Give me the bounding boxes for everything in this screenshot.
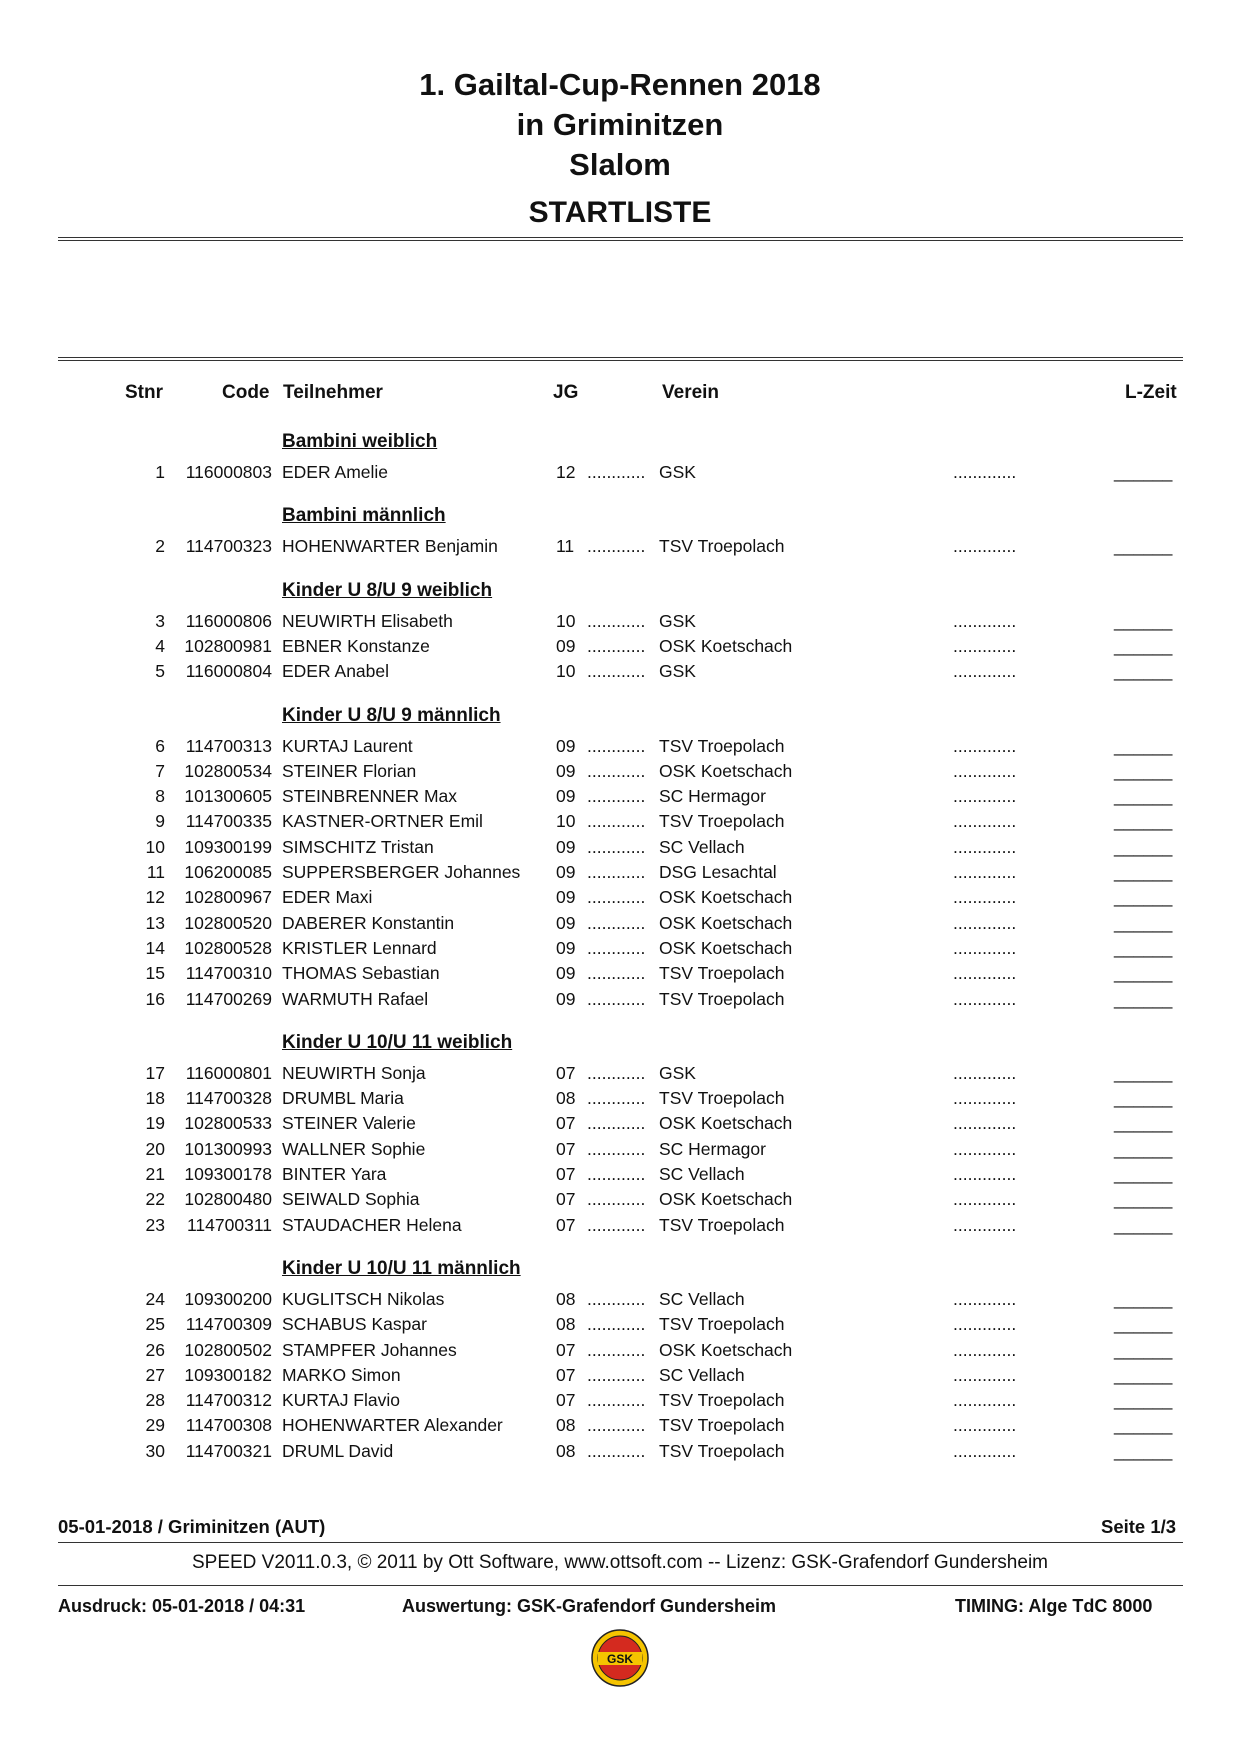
result-blank: ______ <box>1114 462 1173 482</box>
club-name: TSV Troepolach <box>659 1440 785 1461</box>
race-location: in Griminitzen <box>516 107 724 142</box>
birth-year: 10 <box>556 610 576 631</box>
result-blank: ______ <box>1114 1314 1173 1335</box>
start-number: 26 <box>145 1339 165 1360</box>
birth-year: 10 <box>556 811 576 832</box>
birth-year: 07 <box>556 1113 576 1134</box>
time-placeholder: ............. <box>953 786 1017 807</box>
athlete-code: 114700321 <box>185 1440 272 1461</box>
footer-date-place: 05-01-2018 / Griminitzen (AUT) <box>58 1516 326 1537</box>
result-blank: ______ <box>1114 786 1173 807</box>
time-placeholder: ............. <box>953 661 1017 682</box>
footer-page-number: Seite 1/3 <box>1101 1516 1177 1537</box>
club-name: TSV Troepolach <box>659 1415 785 1436</box>
athlete-code: 102800480 <box>184 1189 272 1210</box>
birth-year: 10 <box>556 661 576 682</box>
start-number: 11 <box>146 862 165 882</box>
time-placeholder: ............. <box>953 1314 1017 1335</box>
start-number: 21 <box>145 1164 165 1184</box>
athlete-code: 114700269 <box>185 988 272 1009</box>
footer-divider-bottom <box>58 1585 1183 1586</box>
dot-leader: ............ <box>587 536 646 557</box>
start-number: 13 <box>145 912 165 933</box>
athlete-name: SCHABUS Kaspar <box>282 1314 427 1335</box>
result-blank: ______ <box>1114 836 1173 857</box>
dot-leader: ............ <box>587 937 646 958</box>
athlete-code: 114700308 <box>185 1415 272 1436</box>
athlete-code: 114700309 <box>185 1314 272 1335</box>
athlete-name: STEINBRENNER Max <box>282 786 458 807</box>
dot-leader: ............ <box>587 1364 646 1385</box>
birth-year: 09 <box>556 760 576 781</box>
start-number: 2 <box>155 536 165 557</box>
birth-year: 09 <box>556 862 576 882</box>
result-blank: ______ <box>1114 735 1173 756</box>
result-blank: ______ <box>1114 887 1173 908</box>
athlete-name: WALLNER Sophie <box>282 1138 426 1159</box>
athlete-name: NEUWIRTH Sonja <box>282 1062 426 1083</box>
athlete-name: KURTAJ Flavio <box>282 1390 400 1411</box>
column-header-code: Code <box>222 382 270 403</box>
birth-year: 09 <box>556 963 576 984</box>
club-name: OSK Koetschach <box>659 635 793 656</box>
dot-leader: ............ <box>587 462 646 482</box>
athlete-code: 114700310 <box>185 963 272 984</box>
athlete-name: KURTAJ Laurent <box>282 735 413 756</box>
athlete-code: 109300199 <box>184 836 272 857</box>
time-placeholder: ............. <box>953 1364 1017 1385</box>
result-blank: ______ <box>1114 635 1173 656</box>
club-name: OSK Koetschach <box>659 1339 793 1360</box>
result-blank: ______ <box>1114 1288 1173 1309</box>
club-name: OSK Koetschach <box>659 1113 793 1134</box>
dot-leader: ............ <box>587 912 646 933</box>
dot-leader: ............ <box>587 1314 646 1335</box>
start-number: 15 <box>145 963 165 984</box>
athlete-name: THOMAS Sebastian <box>282 963 440 984</box>
birth-year: 07 <box>556 1339 576 1360</box>
athlete-code: 114700311 <box>187 1214 272 1235</box>
dot-leader: ............ <box>587 635 646 656</box>
start-number: 6 <box>155 735 165 756</box>
result-blank: ______ <box>1114 1415 1173 1436</box>
birth-year: 09 <box>556 988 576 1009</box>
dot-leader: ............ <box>587 1390 646 1411</box>
athlete-name: DRUML David <box>282 1440 394 1461</box>
start-number: 25 <box>145 1314 165 1335</box>
start-number: 20 <box>145 1138 165 1159</box>
start-number: 3 <box>155 610 165 631</box>
club-name: SC Vellach <box>659 836 745 857</box>
athlete-code: 116000801 <box>185 1062 272 1083</box>
athlete-code: 114700328 <box>185 1088 272 1109</box>
time-placeholder: ............. <box>953 963 1017 984</box>
birth-year: 09 <box>556 735 576 756</box>
birth-year: 09 <box>556 836 576 857</box>
dot-leader: ............ <box>587 1339 646 1360</box>
category-heading: Bambini männlich <box>282 505 446 527</box>
time-placeholder: ............. <box>953 1088 1017 1109</box>
result-blank: ______ <box>1114 1113 1173 1134</box>
time-placeholder: ............. <box>953 1390 1017 1411</box>
athlete-code: 106200085 <box>184 862 272 882</box>
race-discipline: Slalom <box>569 147 671 182</box>
birth-year: 11 <box>556 536 575 557</box>
result-blank: ______ <box>1114 1440 1173 1461</box>
birth-year: 08 <box>556 1314 576 1335</box>
club-name: SC Vellach <box>659 1364 745 1385</box>
club-name: OSK Koetschach <box>659 887 793 908</box>
time-placeholder: ............. <box>953 1138 1017 1159</box>
result-blank: ______ <box>1114 1390 1173 1411</box>
club-name: SC Hermagor <box>659 1138 766 1159</box>
athlete-name: STAMPFER Johannes <box>282 1339 457 1360</box>
start-number: 28 <box>145 1390 165 1411</box>
dot-leader: ............ <box>587 1189 646 1210</box>
dot-leader: ............ <box>587 1440 646 1461</box>
result-blank: ______ <box>1114 1062 1173 1083</box>
athlete-code: 102800520 <box>184 912 272 933</box>
dot-leader: ............ <box>587 786 646 807</box>
dot-leader: ............ <box>587 1062 646 1083</box>
dot-leader: ............ <box>587 963 646 984</box>
athlete-name: KASTNER-ORTNER Emil <box>282 811 483 832</box>
start-number: 23 <box>145 1214 165 1235</box>
time-placeholder: ............. <box>953 1440 1017 1461</box>
time-placeholder: ............. <box>953 912 1017 933</box>
start-number: 17 <box>145 1062 165 1083</box>
athlete-name: KRISTLER Lennard <box>282 937 437 958</box>
birth-year: 08 <box>556 1088 576 1109</box>
athlete-code: 102800502 <box>184 1339 272 1360</box>
dot-leader: ............ <box>587 862 646 882</box>
dot-leader: ............ <box>587 1288 646 1309</box>
birth-year: 08 <box>556 1415 576 1436</box>
start-number: 4 <box>155 635 165 656</box>
athlete-name: EDER Anabel <box>282 661 390 682</box>
club-name: TSV Troepolach <box>659 1390 785 1411</box>
club-name: OSK Koetschach <box>659 912 793 933</box>
athlete-code: 102800981 <box>184 635 272 656</box>
dot-leader: ............ <box>587 1415 646 1436</box>
athlete-name: STEINER Valerie <box>282 1113 416 1134</box>
result-blank: ______ <box>1114 1364 1173 1385</box>
athlete-code: 116000804 <box>185 661 272 682</box>
result-blank: ______ <box>1114 1214 1173 1235</box>
result-blank: ______ <box>1114 862 1173 882</box>
time-placeholder: ............. <box>953 862 1017 882</box>
start-number: 10 <box>145 836 165 857</box>
start-number: 24 <box>145 1288 165 1309</box>
birth-year: 08 <box>556 1440 576 1461</box>
category-heading: Kinder U 10/U 11 weiblich <box>282 1031 513 1053</box>
start-number: 30 <box>145 1440 165 1461</box>
athlete-name: STAUDACHER Helena <box>282 1214 462 1235</box>
footer-evaluation: Auswertung: GSK-Grafendorf Gundersheim <box>402 1596 777 1616</box>
dot-leader: ............ <box>587 1164 646 1184</box>
athlete-name: SEIWALD Sophia <box>282 1189 420 1210</box>
result-blank: ______ <box>1114 912 1173 933</box>
time-placeholder: ............. <box>953 1339 1017 1360</box>
dot-leader: ............ <box>587 1214 646 1235</box>
athlete-code: 109300178 <box>184 1164 272 1184</box>
category-heading: Kinder U 10/U 11 männlich <box>282 1257 521 1279</box>
birth-year: 09 <box>556 912 576 933</box>
dot-leader: ............ <box>587 760 646 781</box>
start-number: 1 <box>155 462 165 482</box>
result-blank: ______ <box>1114 1164 1173 1184</box>
athlete-name: DRUMBL Maria <box>282 1088 404 1109</box>
time-placeholder: ............. <box>953 610 1017 631</box>
dot-leader: ............ <box>587 1088 646 1109</box>
birth-year: 07 <box>556 1138 576 1159</box>
result-blank: ______ <box>1114 661 1173 682</box>
club-name: GSK <box>659 462 696 482</box>
club-name: TSV Troepolach <box>659 811 785 832</box>
athlete-code: 101300605 <box>184 786 272 807</box>
athlete-name: EDER Maxi <box>282 887 373 908</box>
birth-year: 09 <box>556 887 576 908</box>
time-placeholder: ............. <box>953 1113 1017 1134</box>
result-blank: ______ <box>1114 1088 1173 1109</box>
athlete-name: SUPPERSBERGER Johannes <box>282 862 521 882</box>
start-number: 14 <box>145 937 165 958</box>
footer-timing: TIMING: Alge TdC 8000 <box>955 1596 1153 1616</box>
result-blank: ______ <box>1114 536 1173 557</box>
column-header-run-time: L-Zeit <box>1125 382 1177 403</box>
time-placeholder: ............. <box>953 887 1017 908</box>
dot-leader: ............ <box>587 836 646 857</box>
athlete-name: DABERER Konstantin <box>282 912 455 933</box>
time-placeholder: ............. <box>953 536 1017 557</box>
birth-year: 07 <box>556 1390 576 1411</box>
athlete-code: 116000806 <box>185 610 272 631</box>
category-heading: Kinder U 8/U 9 weiblich <box>282 579 493 601</box>
start-number: 22 <box>145 1189 165 1210</box>
time-placeholder: ............. <box>953 988 1017 1009</box>
birth-year: 07 <box>556 1214 576 1235</box>
result-blank: ______ <box>1114 963 1173 984</box>
start-number: 12 <box>145 887 165 908</box>
athlete-code: 114700312 <box>185 1390 272 1411</box>
time-placeholder: ............. <box>953 1189 1017 1210</box>
birth-year: 08 <box>556 1288 576 1309</box>
time-placeholder: ............. <box>953 1164 1017 1184</box>
birth-year: 07 <box>556 1189 576 1210</box>
start-number: 16 <box>145 988 165 1009</box>
athlete-name: WARMUTH Rafael <box>282 988 429 1009</box>
footer-software-credit: SPEED V2011.0.3, © 2011 by Ott Software, www.ottsoft.com -- Lizenz: GSK-Grafendorf Gundersheim <box>191 1552 1048 1573</box>
result-blank: ______ <box>1114 1339 1173 1360</box>
club-name: TSV Troepolach <box>659 536 785 557</box>
time-placeholder: ............. <box>953 1062 1017 1083</box>
club-name: TSV Troepolach <box>659 735 785 756</box>
athlete-code: 102800533 <box>184 1113 272 1134</box>
athlete-code: 102800534 <box>184 760 272 781</box>
athlete-code: 116000803 <box>185 462 272 482</box>
time-placeholder: ............. <box>953 1288 1017 1309</box>
club-name: TSV Troepolach <box>659 988 785 1009</box>
time-placeholder: ............. <box>953 937 1017 958</box>
athlete-code: 114700323 <box>185 536 272 557</box>
club-name: GSK <box>659 610 696 631</box>
dot-leader: ............ <box>587 887 646 908</box>
time-placeholder: ............. <box>953 1415 1017 1436</box>
club-name: SC Hermagor <box>659 786 766 807</box>
time-placeholder: ............. <box>953 836 1017 857</box>
club-name: GSK <box>659 1062 696 1083</box>
athlete-name: HOHENWARTER Benjamin <box>282 536 498 557</box>
athlete-code: 109300200 <box>184 1288 272 1309</box>
time-placeholder: ............. <box>953 462 1017 482</box>
athlete-code: 102800967 <box>184 887 272 908</box>
time-placeholder: ............. <box>953 735 1017 756</box>
footer-divider-top <box>58 1542 1183 1543</box>
athlete-code: 102800528 <box>184 937 272 958</box>
start-number: 8 <box>155 786 165 807</box>
club-name: TSV Troepolach <box>659 963 785 984</box>
result-blank: ______ <box>1114 760 1173 781</box>
time-placeholder: ............. <box>953 1214 1017 1235</box>
footer-printout: Ausdruck: 05-01-2018 / 04:31 <box>58 1596 306 1616</box>
column-header-club: Verein <box>662 382 720 403</box>
start-number: 7 <box>155 760 165 781</box>
club-name: TSV Troepolach <box>659 1214 785 1235</box>
result-blank: ______ <box>1114 610 1173 631</box>
result-blank: ______ <box>1114 1138 1173 1159</box>
time-placeholder: ............. <box>953 811 1017 832</box>
club-name: TSV Troepolach <box>659 1314 785 1335</box>
dot-leader: ............ <box>587 735 646 756</box>
result-blank: ______ <box>1114 937 1173 958</box>
athlete-name: NEUWIRTH Elisabeth <box>282 610 453 631</box>
club-name: OSK Koetschach <box>659 937 793 958</box>
birth-year: 07 <box>556 1364 576 1385</box>
club-name: DSG Lesachtal <box>659 862 777 882</box>
athlete-code: 114700335 <box>185 811 272 832</box>
category-heading: Kinder U 8/U 9 männlich <box>282 704 501 726</box>
column-header-stnr: Stnr <box>125 382 163 403</box>
birth-year: 12 <box>556 462 576 482</box>
athlete-code: 101300993 <box>184 1138 272 1159</box>
result-blank: ______ <box>1114 988 1173 1009</box>
start-number: 27 <box>145 1364 165 1385</box>
athlete-name: EBNER Konstanze <box>282 635 430 656</box>
athlete-name: EDER Amelie <box>282 462 389 482</box>
birth-year: 09 <box>556 786 576 807</box>
athlete-name: BINTER Yara <box>282 1164 387 1184</box>
start-number: 18 <box>145 1088 165 1109</box>
result-blank: ______ <box>1114 811 1173 832</box>
start-number: 19 <box>145 1113 165 1134</box>
athlete-name: KUGLITSCH Nikolas <box>282 1288 445 1309</box>
dot-leader: ............ <box>587 1138 646 1159</box>
dot-leader: ............ <box>587 988 646 1009</box>
start-number: 29 <box>145 1415 165 1436</box>
birth-year: 07 <box>556 1164 576 1184</box>
athlete-code: 109300182 <box>184 1364 272 1385</box>
club-logo <box>590 1628 650 1688</box>
athlete-name: HOHENWARTER Alexander <box>282 1415 503 1436</box>
result-blank: ______ <box>1114 1189 1173 1210</box>
start-number: 9 <box>155 811 165 832</box>
dot-leader: ............ <box>587 610 646 631</box>
club-name: OSK Koetschach <box>659 1189 793 1210</box>
club-name: SC Vellach <box>659 1288 745 1309</box>
start-number: 5 <box>155 661 165 682</box>
category-heading: Bambini weiblich <box>282 431 438 452</box>
club-name: TSV Troepolach <box>659 1088 785 1109</box>
dot-leader: ............ <box>587 1113 646 1134</box>
race-title: 1. Gailtal-Cup-Rennen 2018 <box>419 67 821 102</box>
dot-leader: ............ <box>587 661 646 682</box>
birth-year: 09 <box>556 635 576 656</box>
svg-text:GSK: GSK <box>606 1652 634 1666</box>
time-placeholder: ............. <box>953 760 1017 781</box>
document-type: STARTLISTE <box>528 196 712 229</box>
club-name: GSK <box>659 661 696 682</box>
dot-leader: ............ <box>587 811 646 832</box>
athlete-name: MARKO Simon <box>282 1364 401 1385</box>
athlete-name: STEINER Florian <box>282 760 417 781</box>
club-name: SC Vellach <box>659 1164 745 1184</box>
time-placeholder: ............. <box>953 635 1017 656</box>
column-header-participant: Teilnehmer <box>283 382 383 403</box>
club-name: OSK Koetschach <box>659 760 793 781</box>
column-header-birth-year: JG <box>553 382 579 403</box>
athlete-code: 114700313 <box>185 735 272 756</box>
birth-year: 07 <box>556 1062 576 1083</box>
birth-year: 09 <box>556 937 576 958</box>
athlete-name: SIMSCHITZ Tristan <box>282 836 434 857</box>
